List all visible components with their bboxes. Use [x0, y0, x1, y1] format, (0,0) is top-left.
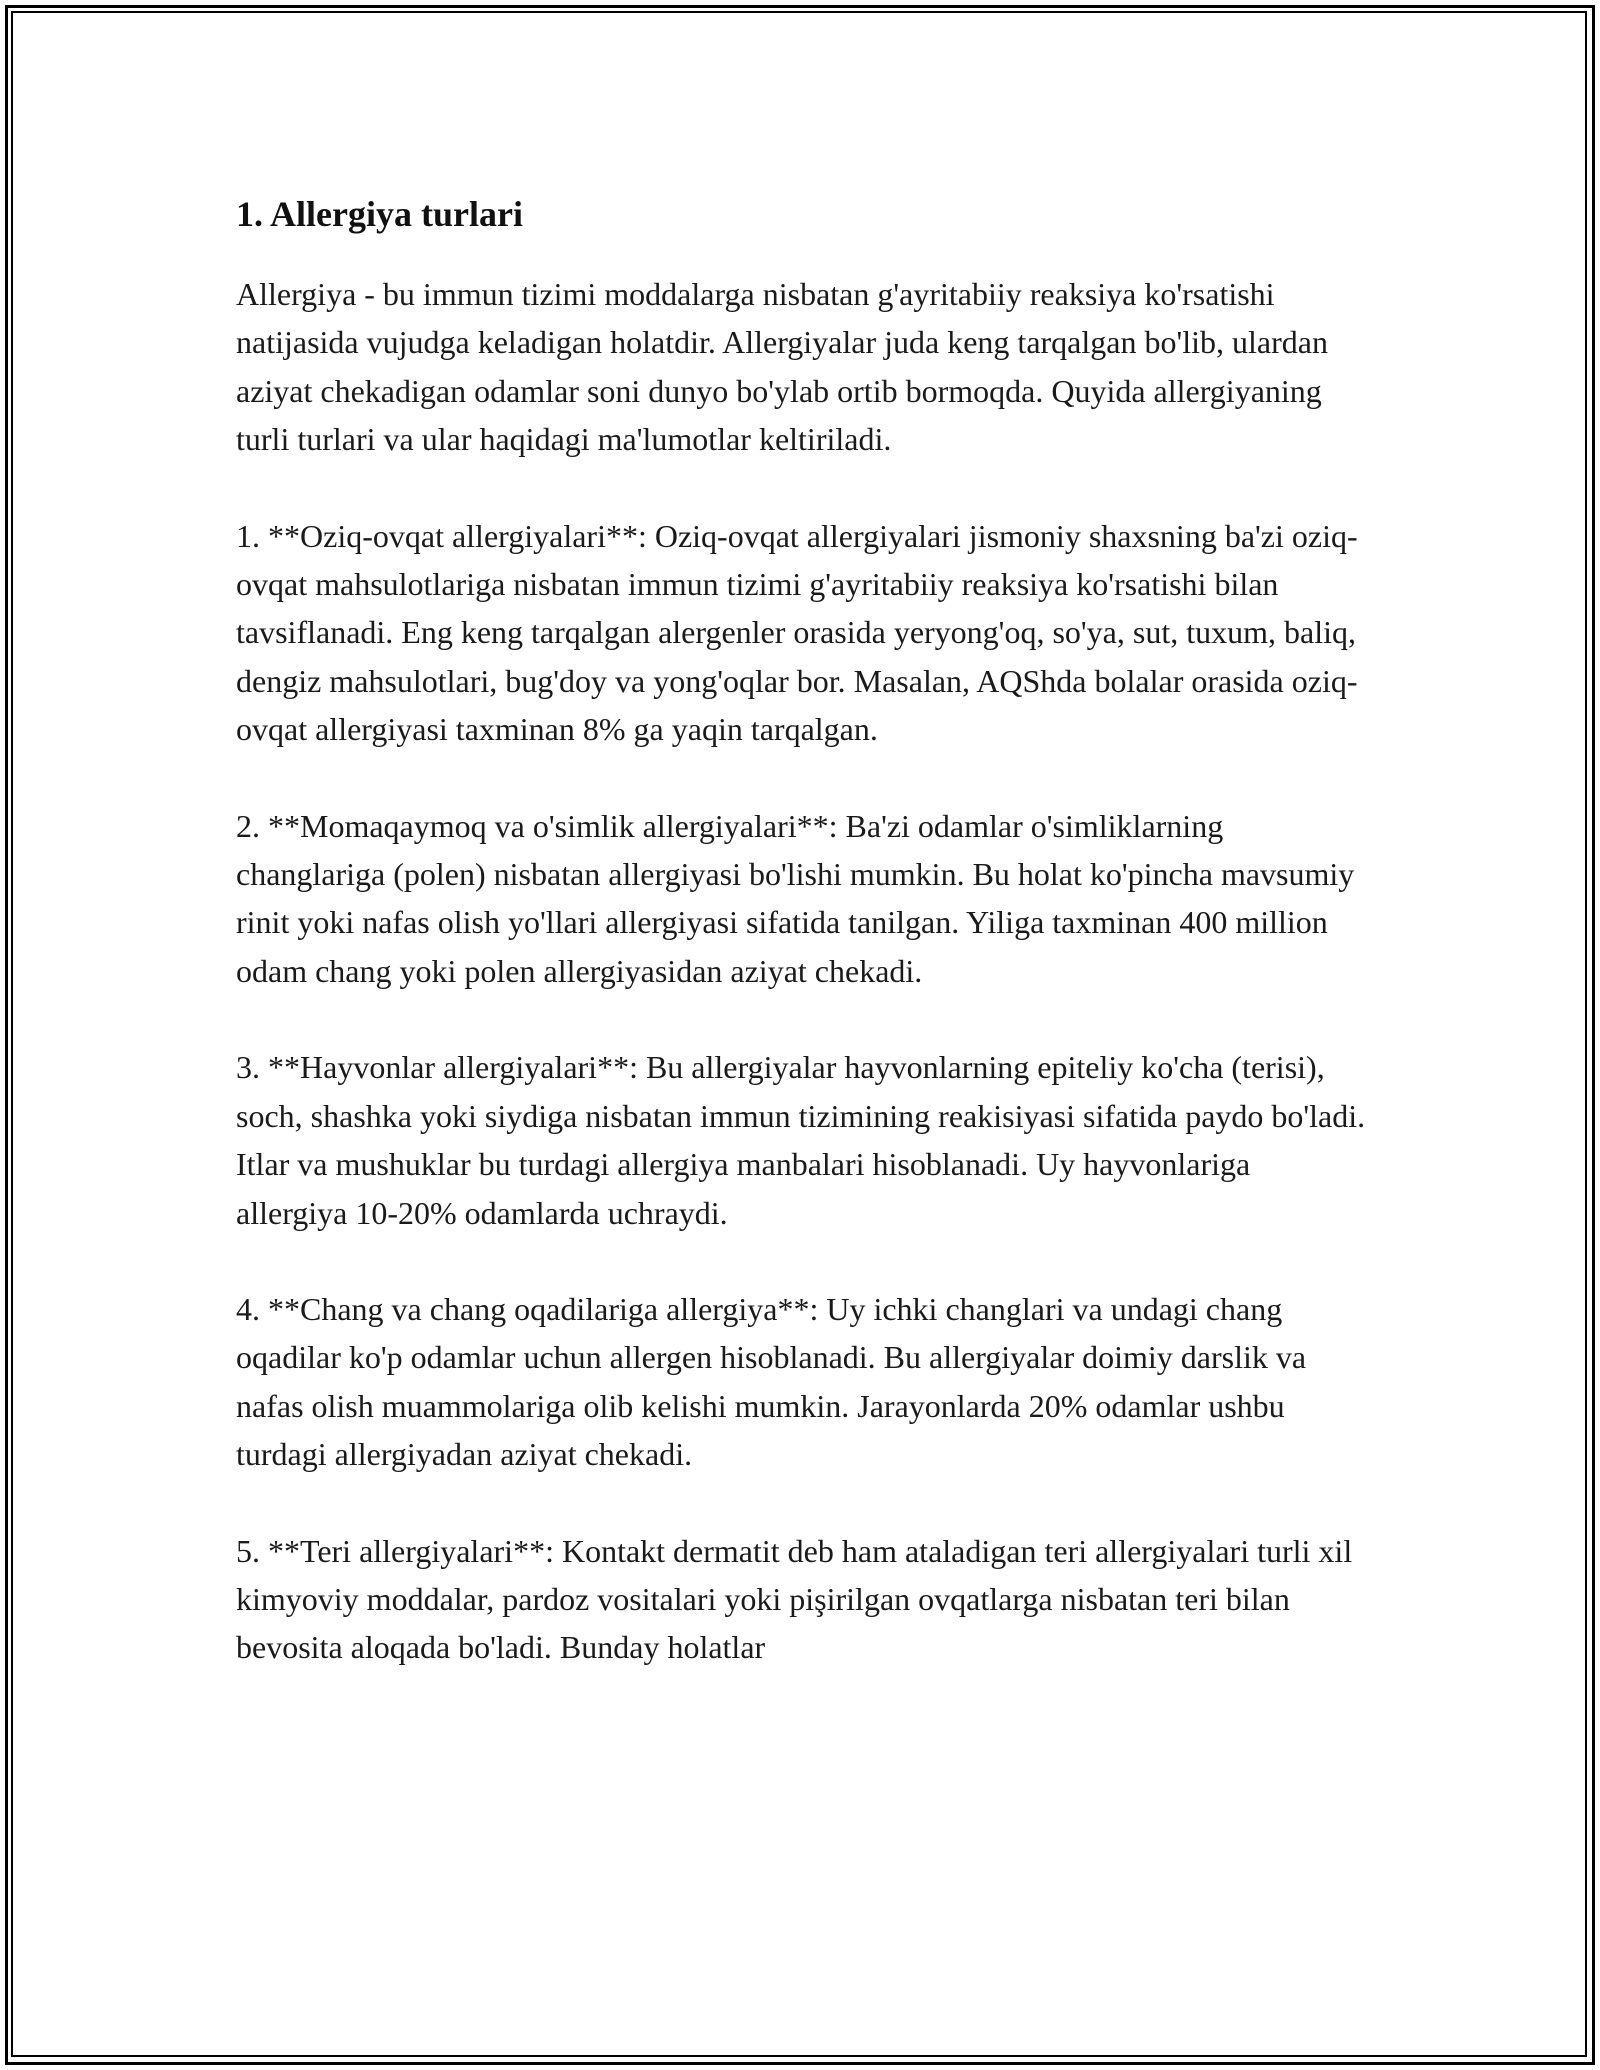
- intro-paragraph: Allergiya - bu immun tizimi moddalarga nisbatan g'ayritabiiy reaksiya ko'rsatishi natijasida vujudga keladigan holatdir. Allergiyalar juda keng tarqalgan bo'lib, ulardan aziyat chekadigan odamlar soni dunyo bo'ylab ortib bormoqda. Quyida allergiyaning turli turlari va ular haqidagi ma'lumotlar keltiriladi.: [236, 276, 1328, 458]
- pollen-allergy-paragraph: 2. **Momaqaymoq va o'simlik allergiyalari**: Ba'zi odamlar o'simliklarning changlariga (polen) nisbatan allergiyasi bo'lishi mumkin. Bu holat ko'pincha mavsumiy rinit yoki nafas olish yo'llari allergiyasi sifatida tanilgan. Yiliga taxminan 400 million odam chang yoki polen allergiyasidan aziyat chekadi.: [236, 807, 1355, 989]
- skin-allergy-paragraph: 5. **Teri allergiyalari**: Kontakt dermatit deb ham ataladigan teri allergiyalari turli xil kimyoviy moddalar, pardoz vositalari yoki pişirilgan ovqatlarga nisbatan teri bilan bevosita aloqada bo'ladi. Bunday holatlar: [236, 1532, 1353, 1666]
- dust-mite-allergy-paragraph: 4. **Chang va chang oqadilariga allergiya**: Uy ichki changlari va undagi chang oqadilar ko'p odamlar uchun allergen hisoblanadi. Bu allergiyalar doimiy darslik va nafas olish muammolariga olib kelishi mumkin. Jarayonlarda 20% odamlar ushbu turdagi allergiyadan aziyat chekadi.: [236, 1290, 1307, 1473]
- food-allergy-paragraph: 1. **Oziq-ovqat allergiyalari**: Oziq-ovqat allergiyalari jismoniy shaxsning ba'zi oziq-ovqat mahsulotlariga nisbatan immun tizimi g'ayritabiiy reaksiya ko'rsatishi bilan tavsiflanadi. Eng keng tarqalgan alergenler orasida yeryong'oq, so'ya, sut, tuxum, baliq, dengiz mahsulotlari, bug'doy va yong'oqlar bor. Masalan, AQShda bolalar orasida oziq-ovqat allergiyasi taxminan 8% ga yaqin tarqalgan.: [236, 517, 1358, 748]
- section-heading: 1. Allergiya turlari: [236, 194, 523, 234]
- document-body: [236, 186, 1366, 1720]
- animal-allergy-paragraph: 3. **Hayvonlar allergiyalari**: Bu allergiyalar hayvonlarning epiteliy ko'cha (terisi), soch, shashka yoki siydiga nisbatan immun tizimining reakisiyasi sifatida paydo bo'ladi. Itlar va mushuklar bu turdagi allergiya manbalari hisoblanadi. Uy hayvonlariga allergiya 10-20% odamlarda uchraydi.: [236, 1049, 1366, 1231]
